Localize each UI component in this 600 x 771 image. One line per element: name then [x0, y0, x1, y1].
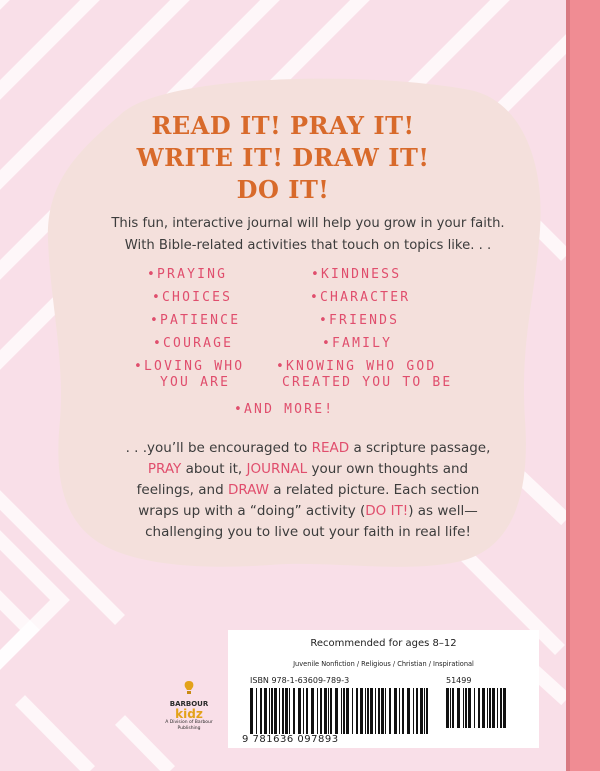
body-text-segment: a scripture passage,: [349, 440, 491, 456]
topic-loving-line-2: YOU ARE: [160, 375, 231, 390]
barcode-bar: [452, 688, 454, 728]
headline-line-1: READ IT! PRAY IT!: [151, 111, 415, 140]
barcode-bar: [450, 688, 451, 728]
barcode-bar: [298, 688, 301, 734]
barcode-bar: [399, 688, 400, 734]
barcode-bar: [306, 688, 308, 734]
barcode-bar: [416, 688, 418, 734]
keyword-draw: DRAW: [227, 482, 270, 498]
price-code: 51499: [446, 676, 472, 685]
topic-character: •CHARACTER: [310, 290, 411, 305]
barcode-bar: [356, 688, 358, 734]
barcode-bar: [320, 688, 322, 734]
barcode-bar: [426, 688, 428, 734]
body-line-1: [78, 438, 538, 459]
barcode-bar: [497, 688, 498, 728]
body-text-segment: about it,: [181, 461, 247, 477]
barcode-bar: [293, 688, 295, 734]
publisher-logo: [165, 680, 213, 732]
lightbulb-icon: [183, 680, 195, 696]
topic-patience: •PATIENCE: [150, 313, 241, 328]
topic-knowing-line-2: CREATED YOU TO BE: [282, 375, 453, 390]
spine-shadow: [566, 0, 570, 771]
barcode-bar: [328, 688, 329, 734]
publisher-name: BARBOUR: [169, 700, 209, 708]
barcode-bar: [482, 688, 485, 728]
keyword-do-it: DO IT!: [365, 503, 409, 519]
topic-choices: •CHOICES: [152, 290, 233, 305]
isbn-barcode: [250, 688, 430, 734]
intro-line-1: This fun, interactive journal will help you grow in your faith.: [111, 216, 505, 231]
barcode-bar: [260, 688, 262, 734]
topic-courage: •COURAGE: [153, 336, 234, 351]
barcode-bar: [289, 688, 290, 734]
body-text-segment: your own thoughts and: [307, 461, 469, 477]
barcode-bar: [385, 688, 386, 734]
body-text-segment: wraps up with a “doing” activity (: [138, 503, 366, 519]
topic-praying: •PRAYING: [147, 267, 228, 282]
barcode-bar: [360, 688, 363, 734]
topic-friends: •FRIENDS: [319, 313, 400, 328]
topic-knowing-line-1: •KNOWING WHO GOD: [276, 359, 437, 374]
barcode-bar: [317, 688, 318, 734]
barcode-digits: 9 781636 097893: [242, 734, 339, 745]
barcode-bar: [365, 688, 366, 734]
body-text-segment: feelings, and: [136, 482, 228, 498]
topic-kindness: •KINDNESS: [311, 267, 402, 282]
body-line-5: challenging you to live out your faith in real life!: [145, 524, 471, 540]
barcode-bar: [402, 688, 404, 734]
barcode-bar: [367, 688, 369, 734]
barcode-bar: [468, 688, 471, 728]
barcode-bar: [500, 688, 502, 728]
publisher-division: A Division of Barbour Publishing: [165, 720, 213, 731]
barcode-bar: [335, 688, 338, 734]
barcode-bar: [303, 688, 304, 734]
barcode-bar: [352, 688, 353, 734]
category-line: Juvenile Nonfiction / Religious / Christian / Inspirational: [293, 660, 474, 668]
barcode-bar: [478, 688, 480, 728]
barcode-bar: [503, 688, 506, 728]
barcode-bar: [370, 688, 373, 734]
barcode-bar: [407, 688, 410, 734]
barcode-bar: [463, 688, 464, 728]
barcode-bar: [279, 688, 280, 734]
keyword-journal: JOURNAL: [246, 461, 308, 477]
book-spine-edge: [566, 0, 600, 771]
barcode-bar: [346, 688, 349, 734]
body-line-2: [78, 459, 538, 480]
barcode-bar: [465, 688, 467, 728]
price-barcode: [446, 688, 506, 728]
keyword-read: READ: [311, 440, 350, 456]
headline-line-2: WRITE IT! DRAW IT!: [136, 143, 430, 172]
barcode-bar: [282, 688, 284, 734]
publisher-imprint: kidz: [175, 707, 203, 721]
body-text-segment: ) as well—: [408, 503, 478, 519]
barcode-bar: [492, 688, 495, 728]
barcode-bar: [420, 688, 423, 734]
barcode-bar: [271, 688, 273, 734]
barcode-panel: [228, 630, 539, 748]
barcode-bar: [375, 688, 376, 734]
barcode-bar: [341, 688, 342, 734]
barcode-bar: [487, 688, 488, 728]
barcode-bar: [413, 688, 414, 734]
barcode-bar: [330, 688, 332, 734]
barcode-bar: [324, 688, 327, 734]
barcode-bar: [389, 688, 391, 734]
body-text-segment: . . .you’ll be encouraged to: [125, 440, 312, 456]
barcode-bar: [343, 688, 345, 734]
barcode-bar: [424, 688, 425, 734]
isbn-text: ISBN 978-1-63609-789-3: [250, 676, 350, 685]
age-recommendation: Recommended for ages 8–12: [310, 638, 457, 649]
barcode-bar: [489, 688, 491, 728]
topic-and-more: •AND MORE!: [234, 402, 335, 417]
barcode-bar: [474, 688, 475, 728]
topic-family: •FAMILY: [322, 336, 393, 351]
barcode-bar: [250, 688, 253, 734]
barcode-bar: [274, 688, 277, 734]
barcode-bar: [311, 688, 314, 734]
barcode-bar: [378, 688, 380, 734]
keyword-pray: PRAY: [147, 461, 182, 477]
barcode-bar: [446, 688, 449, 728]
topic-loving-line-1: •LOVING WHO: [134, 359, 245, 374]
barcode-bar: [256, 688, 257, 734]
body-line-4: [78, 501, 538, 522]
barcode-bar: [269, 688, 270, 734]
barcode-bar: [457, 688, 460, 728]
body-text-segment: a related picture. Each section: [269, 482, 480, 498]
headline-line-3: DO IT!: [236, 175, 330, 204]
barcode-bar: [285, 688, 288, 734]
barcode-bar: [264, 688, 267, 734]
intro-line-2: With Bible-related activities that touch on topics like. . .: [124, 238, 492, 253]
barcode-bar: [381, 688, 384, 734]
body-line-3: [78, 480, 538, 501]
barcode-bar: [394, 688, 397, 734]
